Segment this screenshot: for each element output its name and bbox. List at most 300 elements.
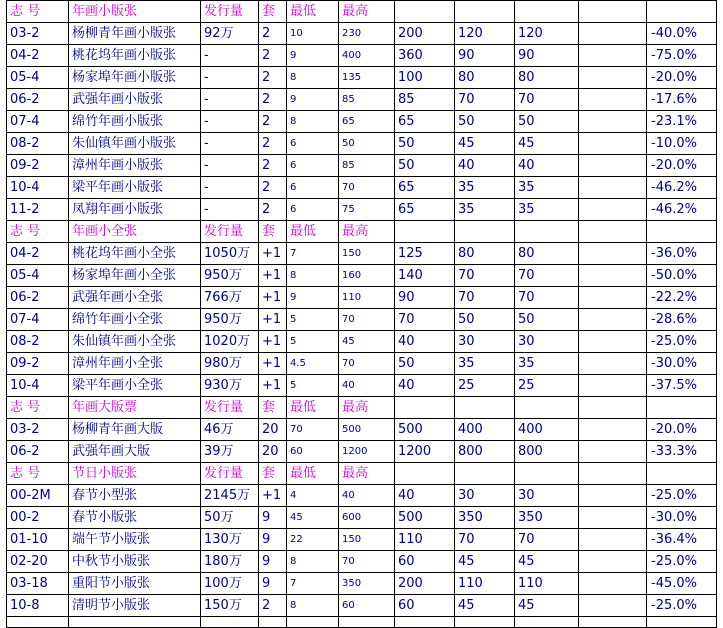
cell-min-price: 8 — [287, 551, 339, 573]
cell-min-price: 6 — [287, 199, 339, 221]
cell-price-4 — [579, 375, 647, 397]
cell-price-1: 85 — [395, 89, 455, 111]
cell-price-4 — [579, 265, 647, 287]
cell-name: 杨家埠年画小全张 — [69, 265, 201, 287]
table-row — [7, 309, 717, 331]
header-cell-set: 套 — [259, 463, 287, 485]
cell-price-1: 50 — [395, 133, 455, 155]
cell-issue-qty: 980万 — [201, 353, 259, 375]
cell-price-4 — [579, 353, 647, 375]
cell-max-price: 45 — [339, 331, 395, 353]
cell-set: 2 — [259, 199, 287, 221]
header-cell-name: 节日小版张 — [69, 463, 201, 485]
cell-price-4 — [579, 573, 647, 595]
cell-set: 9 — [259, 529, 287, 551]
cell-change-pct: -50.0% — [647, 265, 717, 287]
cell-price-4 — [579, 287, 647, 309]
header-cell-price-3 — [515, 221, 579, 243]
cell-code: 04-2 — [7, 243, 69, 265]
cell-name: 桃花坞年画小全张 — [69, 243, 201, 265]
cell-max-price: 600 — [339, 507, 395, 529]
cell-name: 梁平年画小全张 — [69, 375, 201, 397]
table-row — [7, 23, 717, 45]
header-cell-min-price: 最低 — [287, 463, 339, 485]
header-cell-price-4 — [579, 221, 647, 243]
cell-min-price: 8 — [287, 67, 339, 89]
table-row — [7, 67, 717, 89]
cell-min-price: 5 — [287, 309, 339, 331]
cell-max-price: 40 — [339, 375, 395, 397]
cell-name: 桃花坞年画小版张 — [69, 45, 201, 67]
header-cell-min-price: 最低 — [287, 1, 339, 23]
cell-min-price: 8 — [287, 595, 339, 617]
cell-price-2: 30 — [455, 331, 515, 353]
cell-max-price: 350 — [339, 573, 395, 595]
header-cell-code: 志 号 — [7, 397, 69, 419]
cell-price-3: 70 — [515, 287, 579, 309]
cell-code: 00-2M — [7, 485, 69, 507]
cell-max-price: 400 — [339, 45, 395, 67]
header-cell-price-1 — [395, 463, 455, 485]
cell-name: 武强年画大版 — [69, 441, 201, 463]
header-cell-max-price: 最高 — [339, 1, 395, 23]
cell-set: 20 — [259, 419, 287, 441]
cell-price-3: 25 — [515, 375, 579, 397]
cell-code: 10-4 — [7, 375, 69, 397]
cell-set: +1 — [259, 309, 287, 331]
cell-price-3: 70 — [515, 89, 579, 111]
cell-min-price: 5 — [287, 331, 339, 353]
cell-price-4 — [579, 551, 647, 573]
cell-price-4 — [579, 155, 647, 177]
cell-code: 08-2 — [7, 133, 69, 155]
cell-code: 01-10 — [7, 529, 69, 551]
cell-set: 2 — [259, 133, 287, 155]
cell-change-pct: -25.0% — [647, 331, 717, 353]
cell-change-pct: -37.5% — [647, 375, 717, 397]
table-row — [7, 529, 717, 551]
cell-issue-qty: - — [201, 177, 259, 199]
cell-max-price: 70 — [339, 353, 395, 375]
cell-price-4 — [579, 133, 647, 155]
cell-price-1: 90 — [395, 287, 455, 309]
cell-name: 朱仙镇年画小全张 — [69, 331, 201, 353]
cell-price-2: 110 — [455, 573, 515, 595]
cell-min-price: 6 — [287, 155, 339, 177]
cell-set: +1 — [259, 375, 287, 397]
cell-change-pct: -25.0% — [647, 595, 717, 617]
table-row — [7, 573, 717, 595]
cell-price-4 — [579, 507, 647, 529]
cell-change-pct: -28.6% — [647, 309, 717, 331]
cell-change-pct: -30.0% — [647, 507, 717, 529]
cell-price-1: 500 — [395, 419, 455, 441]
cell-price-1: 110 — [395, 529, 455, 551]
cell-issue-qty: 50万 — [201, 507, 259, 529]
cell-name: 漳州年画小版张 — [69, 155, 201, 177]
header-cell-name: 年画小全张 — [69, 221, 201, 243]
cell-max-price: 65 — [339, 111, 395, 133]
header-cell-code: 志 号 — [7, 221, 69, 243]
section-header-row — [7, 397, 717, 419]
table-row — [7, 441, 717, 463]
cell-issue-qty: 1020万 — [201, 331, 259, 353]
header-cell-price-3 — [515, 397, 579, 419]
header-cell-max-price: 最高 — [339, 397, 395, 419]
cell-change-pct: -22.2% — [647, 287, 717, 309]
cell-max-price: 150 — [339, 529, 395, 551]
cell-code: 00-2 — [7, 507, 69, 529]
cell-max-price: 1200 — [339, 441, 395, 463]
cell-name: 中秋节小版张 — [69, 551, 201, 573]
table-row — [7, 353, 717, 375]
cell-set: +1 — [259, 331, 287, 353]
cell-price-3: 80 — [515, 243, 579, 265]
header-cell-max-price: 最高 — [339, 221, 395, 243]
cell-min-price: 60 — [287, 441, 339, 463]
cell-price-3: 50 — [515, 111, 579, 133]
cell-code: 07-4 — [7, 111, 69, 133]
cell-price-3: 35 — [515, 199, 579, 221]
cell-min-price: 7 — [287, 243, 339, 265]
table-row — [7, 419, 717, 441]
cell-price-3: 45 — [515, 595, 579, 617]
cell-price-4 — [579, 309, 647, 331]
cell-name: 绵竹年画小全张 — [69, 309, 201, 331]
cell-price-2: 120 — [455, 23, 515, 45]
cell-set: 9 — [259, 507, 287, 529]
cell-name: 杨家埠年画小版张 — [69, 67, 201, 89]
cell-issue-qty: - — [201, 155, 259, 177]
cell-max-price: 75 — [339, 199, 395, 221]
header-cell-price-2 — [455, 463, 515, 485]
cell-set: 2 — [259, 45, 287, 67]
cell-max-price: 40 — [339, 485, 395, 507]
cell-set: +1 — [259, 485, 287, 507]
cell-price-3: 70 — [515, 265, 579, 287]
header-cell-price-3 — [515, 1, 579, 23]
cell-price-1: 60 — [395, 595, 455, 617]
header-cell-change-pct — [647, 463, 717, 485]
cell-change-pct: -33.3% — [647, 441, 717, 463]
section-header-row — [7, 221, 717, 243]
cell-price-2: 35 — [455, 177, 515, 199]
header-cell-issue-qty: 发行量 — [201, 463, 259, 485]
table-row — [7, 507, 717, 529]
header-cell-set: 套 — [259, 397, 287, 419]
cell-max-price: 85 — [339, 89, 395, 111]
cell-price-3: 110 — [515, 573, 579, 595]
cell-price-1: 100 — [395, 67, 455, 89]
cell-change-pct: -36.4% — [647, 529, 717, 551]
cell-issue-qty: 180万 — [201, 551, 259, 573]
cell-price-2: 80 — [455, 243, 515, 265]
cell-price-3: 40 — [515, 155, 579, 177]
cell-code: 04-2 — [7, 45, 69, 67]
cell-min-price: 10 — [287, 23, 339, 45]
cell-set: +1 — [259, 353, 287, 375]
header-cell-issue-qty: 发行量 — [201, 221, 259, 243]
header-cell-issue-qty: 发行量 — [201, 397, 259, 419]
cell-price-3: 70 — [515, 529, 579, 551]
cell-price-4 — [579, 111, 647, 133]
cell-code: 03-18 — [7, 573, 69, 595]
cell-change-pct: -40.0% — [647, 23, 717, 45]
cell-set: 2 — [259, 67, 287, 89]
cell-min-price: 45 — [287, 507, 339, 529]
cell-issue-qty: 766万 — [201, 287, 259, 309]
header-cell-min-price: 最低 — [287, 397, 339, 419]
header-cell-name: 年画小版张 — [69, 1, 201, 23]
cell-max-price: 85 — [339, 155, 395, 177]
cell-min-price: 22 — [287, 529, 339, 551]
cell-code: 07-4 — [7, 309, 69, 331]
header-cell-name: 年画大版票 — [69, 397, 201, 419]
cell-issue-qty: 46万 — [201, 419, 259, 441]
cell-max-price: 60 — [339, 595, 395, 617]
cell-code: 08-2 — [7, 331, 69, 353]
cell-price-2: 350 — [455, 507, 515, 529]
cell-change-pct: -75.0% — [647, 45, 717, 67]
cell-issue-qty: 2145万 — [201, 485, 259, 507]
cell-issue-qty: 92万 — [201, 23, 259, 45]
cell-price-2: 70 — [455, 265, 515, 287]
header-cell-price-2 — [455, 221, 515, 243]
cell-min-price: 4.5 — [287, 353, 339, 375]
cell-issue-qty: - — [201, 199, 259, 221]
cell-price-1: 50 — [395, 353, 455, 375]
header-cell-change-pct — [647, 1, 717, 23]
cell-max-price: 230 — [339, 23, 395, 45]
cell-issue-qty: 150万 — [201, 595, 259, 617]
header-cell-issue-qty: 发行量 — [201, 1, 259, 23]
cell-code: 10-8 — [7, 595, 69, 617]
cell-set: +1 — [259, 243, 287, 265]
cell-price-4 — [579, 67, 647, 89]
cell-set: +1 — [259, 287, 287, 309]
header-cell-set: 套 — [259, 221, 287, 243]
cell-price-1: 40 — [395, 375, 455, 397]
cell-change-pct: -45.0% — [647, 573, 717, 595]
cell-code: 11-2 — [7, 199, 69, 221]
table-row — [7, 485, 717, 507]
section-header-row — [7, 1, 717, 23]
cell-price-1: 1200 — [395, 441, 455, 463]
cell-min-price: 9 — [287, 287, 339, 309]
cell-price-2: 45 — [455, 133, 515, 155]
cell-price-4 — [579, 23, 647, 45]
cell-price-1: 360 — [395, 45, 455, 67]
cell-price-4 — [579, 177, 647, 199]
cell-set: 2 — [259, 155, 287, 177]
cell-name: 武强年画小全张 — [69, 287, 201, 309]
cell-price-4 — [579, 45, 647, 67]
cell-price-4 — [579, 331, 647, 353]
cell-name: 绵竹年画小版张 — [69, 111, 201, 133]
cell-price-1: 70 — [395, 309, 455, 331]
cell-issue-qty: 130万 — [201, 529, 259, 551]
cell-price-3: 50 — [515, 309, 579, 331]
cell-code: 06-2 — [7, 441, 69, 463]
cell-min-price: 6 — [287, 133, 339, 155]
cell-change-pct: -46.2% — [647, 199, 717, 221]
cell-name: 杨柳青年画大版 — [69, 419, 201, 441]
cell-code: 09-2 — [7, 155, 69, 177]
cell-min-price: 4 — [287, 485, 339, 507]
cell-issue-qty: 930万 — [201, 375, 259, 397]
section-header-row — [7, 463, 717, 485]
cell-set: 2 — [259, 111, 287, 133]
cell-price-3: 45 — [515, 133, 579, 155]
cell-issue-qty: 100万 — [201, 573, 259, 595]
header-cell-price-4 — [579, 397, 647, 419]
cell-set: 2 — [259, 23, 287, 45]
table-row — [7, 111, 717, 133]
cell-change-pct: -25.0% — [647, 551, 717, 573]
cell-code: 06-2 — [7, 287, 69, 309]
header-cell-code: 志 号 — [7, 1, 69, 23]
table-row — [7, 595, 717, 617]
cell-price-1: 50 — [395, 155, 455, 177]
cell-issue-qty: - — [201, 45, 259, 67]
cell-set: 20 — [259, 441, 287, 463]
cell-code: 10-4 — [7, 177, 69, 199]
cell-change-pct: -20.0% — [647, 67, 717, 89]
cell-price-3: 120 — [515, 23, 579, 45]
cell-set: 2 — [259, 177, 287, 199]
table-row — [7, 45, 717, 67]
cell-price-3: 30 — [515, 485, 579, 507]
cell-price-1: 65 — [395, 177, 455, 199]
cell-name: 杨柳青年画小版张 — [69, 23, 201, 45]
cell-price-3: 80 — [515, 67, 579, 89]
cell-max-price: 70 — [339, 177, 395, 199]
header-cell-price-4 — [579, 463, 647, 485]
cell-set: 9 — [259, 551, 287, 573]
cell-change-pct: -36.0% — [647, 243, 717, 265]
cell-price-1: 125 — [395, 243, 455, 265]
cell-price-2: 800 — [455, 441, 515, 463]
header-cell-min-price: 最低 — [287, 221, 339, 243]
table-row — [7, 199, 717, 221]
table-row — [7, 243, 717, 265]
cell-issue-qty: 39万 — [201, 441, 259, 463]
table-row — [7, 331, 717, 353]
cell-set: +1 — [259, 265, 287, 287]
cell-price-1: 200 — [395, 573, 455, 595]
cell-change-pct: -20.0% — [647, 155, 717, 177]
cell-name: 春节小版张 — [69, 507, 201, 529]
cell-min-price: 7 — [287, 573, 339, 595]
cell-issue-qty: - — [201, 133, 259, 155]
cell-price-4 — [579, 419, 647, 441]
cell-min-price: 6 — [287, 177, 339, 199]
cell-set: 9 — [259, 573, 287, 595]
table-row — [7, 89, 717, 111]
cell-price-3: 350 — [515, 507, 579, 529]
price-table — [6, 0, 717, 628]
header-cell-price-2 — [455, 397, 515, 419]
cell-set: 2 — [259, 89, 287, 111]
header-cell-price-4 — [579, 1, 647, 23]
cell-name: 春节小型张 — [69, 485, 201, 507]
table-row — [7, 551, 717, 573]
cell-issue-qty: - — [201, 89, 259, 111]
cell-price-2: 35 — [455, 199, 515, 221]
cell-price-3: 35 — [515, 353, 579, 375]
cell-min-price: 9 — [287, 89, 339, 111]
cell-max-price: 500 — [339, 419, 395, 441]
cell-price-3: 90 — [515, 45, 579, 67]
cell-price-4 — [579, 199, 647, 221]
header-cell-max-price: 最高 — [339, 463, 395, 485]
cell-code: 05-4 — [7, 67, 69, 89]
cell-price-2: 25 — [455, 375, 515, 397]
header-cell-price-2 — [455, 1, 515, 23]
cell-min-price: 8 — [287, 265, 339, 287]
cell-price-2: 40 — [455, 155, 515, 177]
cell-price-2: 70 — [455, 529, 515, 551]
header-cell-change-pct — [647, 397, 717, 419]
cell-price-1: 65 — [395, 111, 455, 133]
cell-price-1: 500 — [395, 507, 455, 529]
cell-price-3: 400 — [515, 419, 579, 441]
cell-price-4 — [579, 485, 647, 507]
cell-max-price: 160 — [339, 265, 395, 287]
cell-change-pct: -30.0% — [647, 353, 717, 375]
cell-max-price: 50 — [339, 133, 395, 155]
cell-price-3: 800 — [515, 441, 579, 463]
cell-issue-qty: 950万 — [201, 265, 259, 287]
cell-change-pct: -46.2% — [647, 177, 717, 199]
cell-price-1: 60 — [395, 551, 455, 573]
cell-name: 漳州年画小全张 — [69, 353, 201, 375]
cell-price-2: 35 — [455, 353, 515, 375]
cell-issue-qty: 1050万 — [201, 243, 259, 265]
cell-price-1: 140 — [395, 265, 455, 287]
header-cell-price-1 — [395, 221, 455, 243]
header-cell-price-3 — [515, 463, 579, 485]
cell-code: 09-2 — [7, 353, 69, 375]
table-row — [7, 287, 717, 309]
cell-change-pct: -10.0% — [647, 133, 717, 155]
cell-min-price: 70 — [287, 419, 339, 441]
cell-price-1: 200 — [395, 23, 455, 45]
cell-price-4 — [579, 595, 647, 617]
cell-name: 端午节小版张 — [69, 529, 201, 551]
cell-price-3: 30 — [515, 331, 579, 353]
cell-name: 凤翔年画小版张 — [69, 199, 201, 221]
cell-price-2: 50 — [455, 309, 515, 331]
cell-max-price: 150 — [339, 243, 395, 265]
cell-max-price: 70 — [339, 309, 395, 331]
cell-name: 清明节小版张 — [69, 595, 201, 617]
cell-price-3: 45 — [515, 551, 579, 573]
cell-price-2: 90 — [455, 45, 515, 67]
cell-max-price: 110 — [339, 287, 395, 309]
cell-name: 梁平年画小版张 — [69, 177, 201, 199]
table-row — [7, 155, 717, 177]
cell-set: 2 — [259, 595, 287, 617]
cell-price-2: 80 — [455, 67, 515, 89]
cell-code: 06-2 — [7, 89, 69, 111]
cell-change-pct: -20.0% — [647, 419, 717, 441]
cell-code: 05-4 — [7, 265, 69, 287]
cell-price-1: 40 — [395, 485, 455, 507]
cell-price-2: 70 — [455, 89, 515, 111]
cell-change-pct: -17.6% — [647, 89, 717, 111]
header-cell-set: 套 — [259, 1, 287, 23]
